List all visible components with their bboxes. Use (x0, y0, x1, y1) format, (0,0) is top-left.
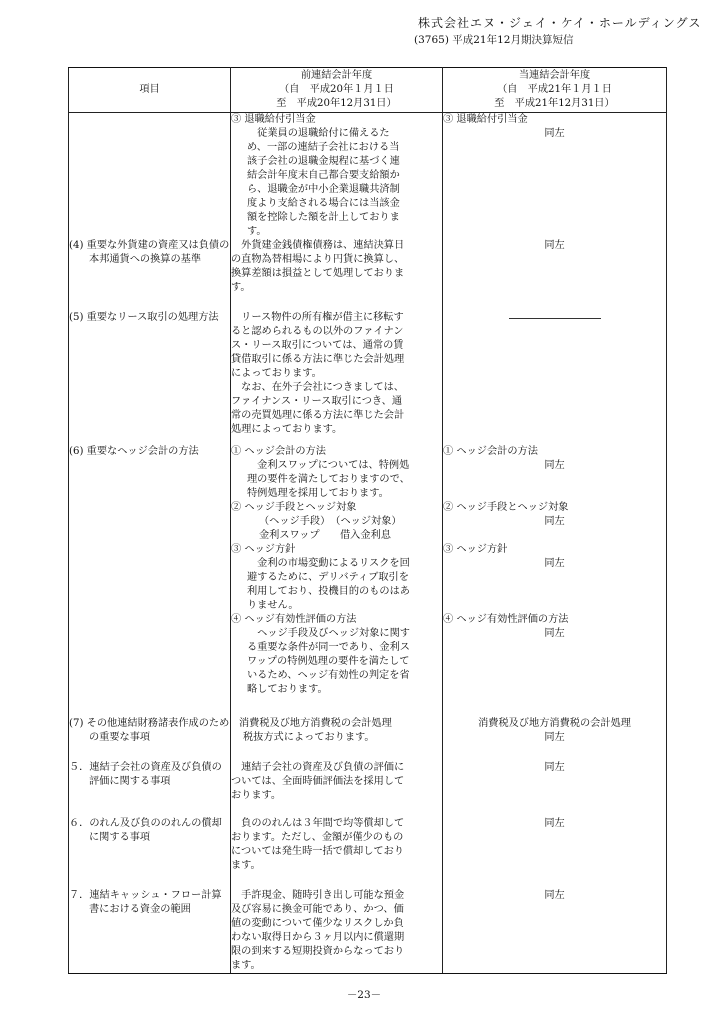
row-item (69, 113, 231, 240)
header-curr-year: 当連結会計年度 （自 平成21年１月１日 至 平成21年12月31日） (443, 68, 667, 113)
row-curr: 同左 (443, 239, 667, 303)
row-prev: 消費税及び地方消費税の会計処理 税抜方式によっております。 (231, 709, 443, 753)
row-prev: ③ 退職給付引当金 従業員の退職給付に備えるた め、一部の連結子会社における当 該子会社の退職金規程に基づく連 結会計年度末自己都合要支給額か ら、退職金が中小企業退職共済制 度より支給される場合には当該金 額を控除した額を計上しておりま す。 (231, 113, 443, 240)
row-curr: ① ヘッジ会計の方法 同左 ② ヘッジ手段とヘッジ対象 同左 ③ ヘッジ方針 同左 ④ ヘッジ有効性評価の方法 同左 (443, 437, 667, 709)
row-item: (7) その他連結財務諸表作成のための重要な事項 (69, 709, 231, 753)
header-prev-year: 前連結会計年度 （自 平成20年１月１日 至 平成20年12月31日） (231, 68, 443, 113)
row-item: ７．連結キャッシュ・フロー計算書における資金の範囲 (69, 881, 231, 974)
row-prev: リース物件の所有権が借主に移転す ると認められるもの以外のファイナン ス・リース取引については、通常の賃 貸借取引に係る方法に準じた会計処理 によっております。 なお、在外子会社につきましては、 ファイナンス・リース取引につき、通 常の売買処理に係る方法に準じた会計 処理によっております。 (231, 303, 443, 437)
row-prev: ① ヘッジ会計の方法 金利スワップについては、特例処 理の要件を満たしておりますので、 特例処理を採用しております。 ② ヘッジ手段とヘッジ対象 （ヘッジ手段） （ヘッジ対象） 金利スワップ 借入金利息 ③ ヘッジ方針 金利の市場変動によるリスクを回 避するために、デリバティブ取引を 利用しており、投機目的のものはあ りません。 ④ ヘッジ有効性評価の方法 ヘッジ手段及びヘッジ対象に関す る重要な条件が同一であり、金利ス ワップの特例処理の要件を満たして いるため、ヘッジ有効性の判定を省 略しております。 (231, 437, 443, 709)
not-applicable-dash (509, 318, 601, 319)
row-item: (4) 重要な外貨建の資産又は負債の本邦通貨への換算の基準 (69, 239, 231, 303)
table-row (69, 809, 667, 881)
table-row (69, 881, 667, 974)
header-item: 項目 (69, 68, 231, 113)
row-curr: 消費税及び地方消費税の会計処理 同左 (443, 709, 667, 753)
row-curr (443, 303, 667, 437)
table-header-row (69, 68, 667, 113)
row-item: ５．連結子会社の資産及び負債の評価に関する事項 (69, 753, 231, 809)
table-row (69, 437, 667, 709)
row-curr: 同左 (443, 809, 667, 881)
table-row (69, 709, 667, 753)
row-curr: 同左 (443, 881, 667, 974)
table-row (69, 113, 667, 240)
row-curr: 同左 (443, 753, 667, 809)
row-item: (5) 重要なリース取引の処理方法 (69, 303, 231, 437)
row-item: ６．のれん及び負ののれんの償却に関する事項 (69, 809, 231, 881)
table-row (69, 303, 667, 437)
accounting-policies-table (68, 67, 667, 974)
row-item: (6) 重要なヘッジ会計の方法 (69, 437, 231, 709)
row-curr: ③ 退職給付引当金 同左 (443, 113, 667, 240)
page-number: －23－ (346, 989, 382, 1001)
report-title: (3765) 平成21年12月期決算短信 (414, 34, 574, 46)
company-name: 株式会社エヌ・ジェイ・ケイ・ホールディングス (418, 16, 702, 30)
table-row (69, 239, 667, 303)
row-prev: 外貨建金銭債権債務は、連結決算日 の直物為替相場により円貨に換算し、 換算差額は損益として処理しておりま す。 (231, 239, 443, 303)
row-prev: 負ののれんは３年間で均等償却して おります。ただし、金額が僅少のもの については発生時一括で償却しており ます。 (231, 809, 443, 881)
table-row (69, 753, 667, 809)
row-prev: 手許現金、随時引き出し可能な預金 及び容易に換金可能であり、かつ、価 値の変動について僅少なリスクしか負 わない取得日から３ヶ月以内に償還期 限の到来する短期投資からなっており ます。 (231, 881, 443, 974)
row-prev: 連結子会社の資産及び負債の評価に ついては、全面時価評価法を採用して おります。 (231, 753, 443, 809)
